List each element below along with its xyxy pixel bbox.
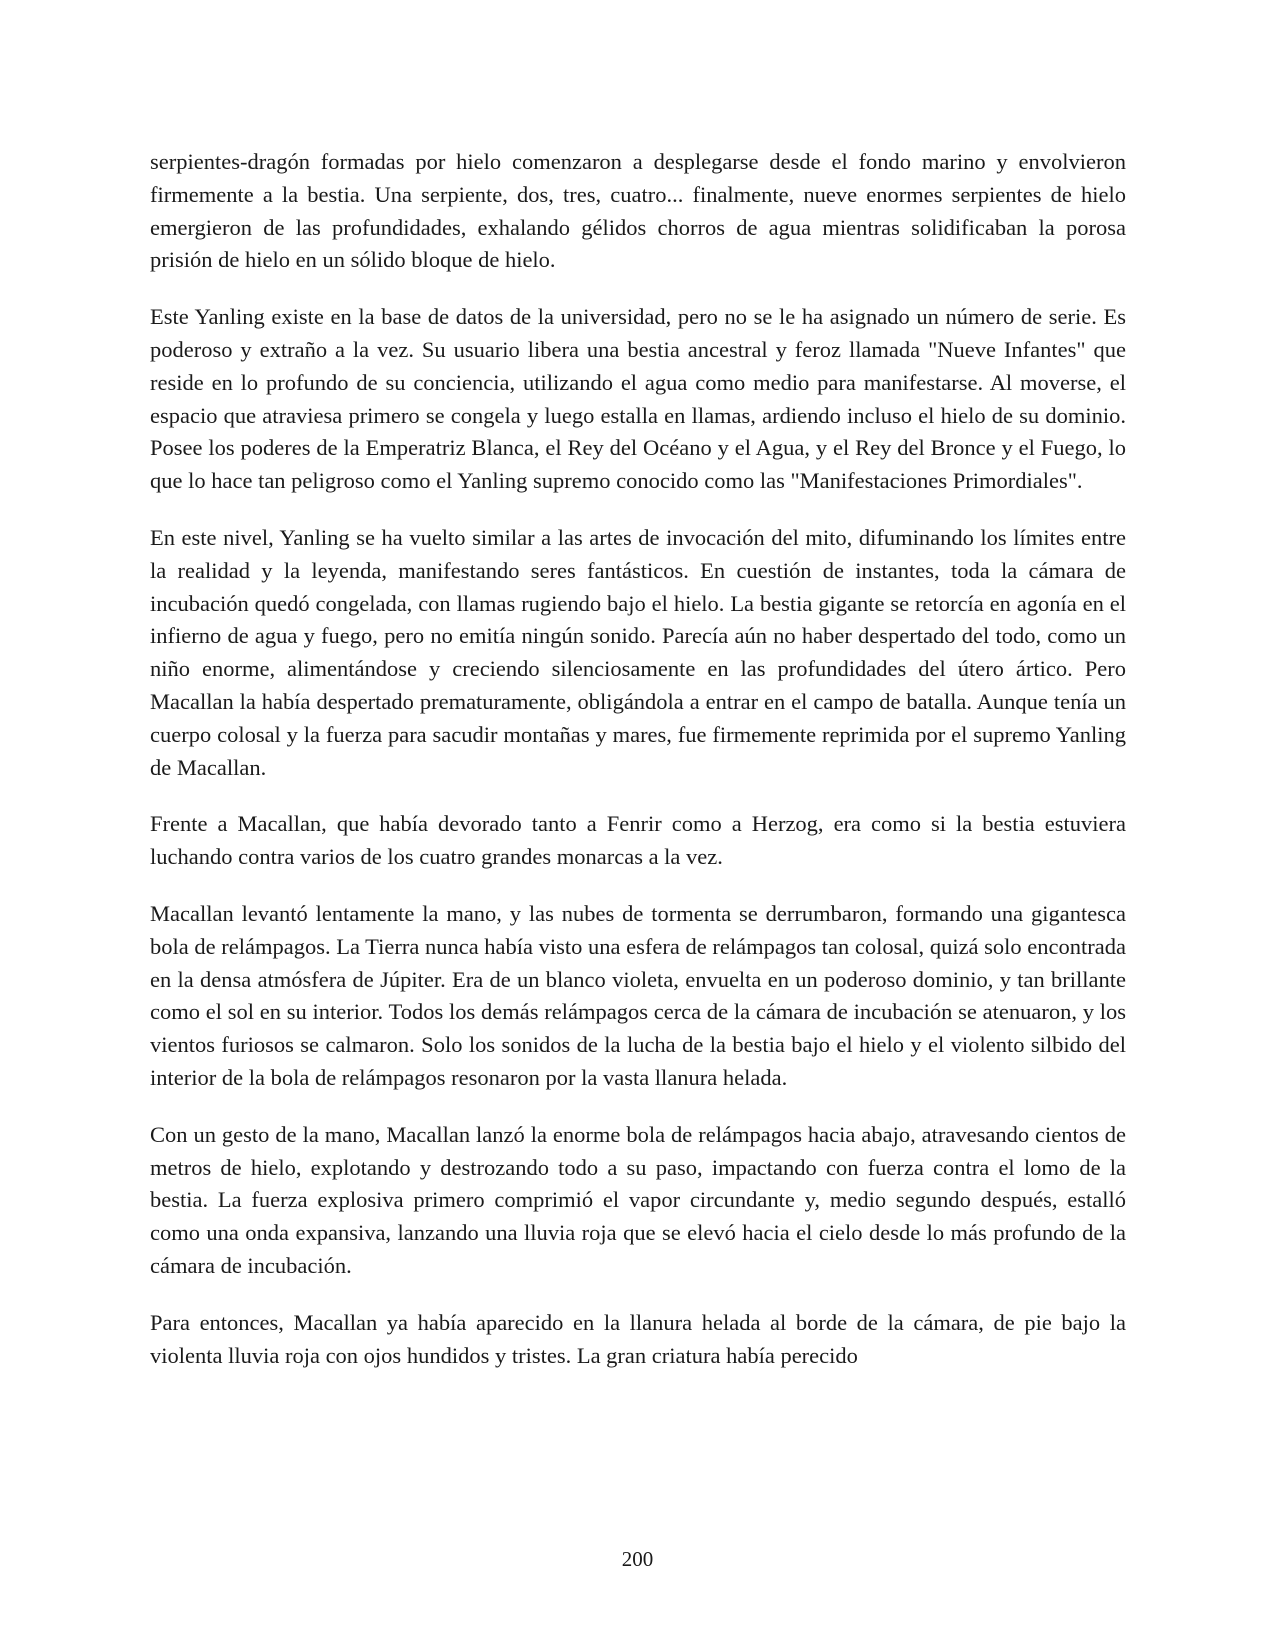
paragraph-2: Este Yanling existe en la base de datos de la universidad, pero no se le ha asignado un número de serie. Es poderoso y extraño a la vez. Su usuario libera una bestia ancestral y feroz llamada "Nueve Infantes" que reside en lo profundo de su conciencia, utilizando el agua como medio para manifestarse. Al moverse, el espacio que atraviesa primero se congela y luego estalla en llamas, ardiendo incluso el hielo de su dominio. Posee los poderes de la Emperatriz Blanca, el Rey del Océano y el Agua, y el Rey del Bronce y el Fuego, lo que lo hace tan peligroso como el Yanling supremo conocido como las "Manifestaciones Primordiales".	[150, 304, 1126, 494]
paragraph-7: Para entonces, Macallan ya había aparecido en la llanura helada al borde de la cámara, de pie bajo la violenta lluvia roja con ojos hundidos y tristes. La gran criatura había perecido	[150, 1309, 1126, 1368]
paragraph-1: serpientes-dragón formadas por hielo comenzaron a desplegarse desde el fondo marino y envolvieron firmemente a la bestia. Una serpiente, dos, tres, cuatro... finalmente, nueve enormes serpientes de hielo emergieron de las profundidades, exhalando gélidos chorros de agua mientras solidificaban la porosa prisión de hielo en un sólido bloque de hielo.	[150, 149, 1126, 273]
page-number: 200	[621, 1547, 654, 1571]
paragraph-5: Macallan levantó lentamente la mano, y las nubes de tormenta se derrumbaron, formando una gigantesca bola de relámpagos. La Tierra nunca había visto una esfera de relámpagos tan colosal, quizá solo encontrada en la densa atmósfera de Júpiter. Era de un blanco violeta, envuelta en un poderoso dominio, y tan brillante como el sol en su interior. Todos los demás relámpagos cerca de la cámara de incubación se atenuaron, y los vientos furiosos se calmaron. Solo los sonidos de la lucha de la bestia bajo el hielo y el violento silbido del interior de la bola de relámpagos resonaron por la vasta llanura helada.	[150, 900, 1126, 1090]
paragraph-4: Frente a Macallan, que había devorado tanto a Fenrir como a Herzog, era como si la bestia estuviera luchando contra varios de los cuatro grandes monarcas a la vez.	[150, 811, 1126, 870]
paragraph-3: En este nivel, Yanling se ha vuelto similar a las artes de invocación del mito, difuminando los límites entre la realidad y la leyenda, manifestando seres fantásticos. En cuestión de instantes, toda la cámara de incubación quedó congelada, con llamas rugiendo bajo el hielo. La bestia gigante se retorcía en agonía en el infierno de agua y fuego, pero no emitía ningún sonido. Parecía aún no haber despertado del todo, como un niño enorme, alimentándose y creciendo silenciosamente en las profundidades del útero ártico. Pero Macallan la había despertado prematuramente, obligándola a entrar en el campo de batalla. Aunque tenía un cuerpo colosal y la fuerza para sacudir montañas y mares, fue firmemente reprimida por el supremo Yanling de Macallan.	[150, 524, 1126, 780]
paragraph-6: Con un gesto de la mano, Macallan lanzó la enorme bola de relámpagos hacia abajo, atravesando cientos de metros de hielo, explotando y destrozando todo a su paso, impactando con fuerza contra el lomo de la bestia. La fuerza explosiva primero comprimió el vapor circundante y, medio segundo después, estalló como una onda expansiva, lanzando una lluvia roja que se elevó hacia el cielo desde lo más profundo de la cámara de incubación.	[150, 1121, 1126, 1278]
page-body	[150, 146, 1126, 1396]
